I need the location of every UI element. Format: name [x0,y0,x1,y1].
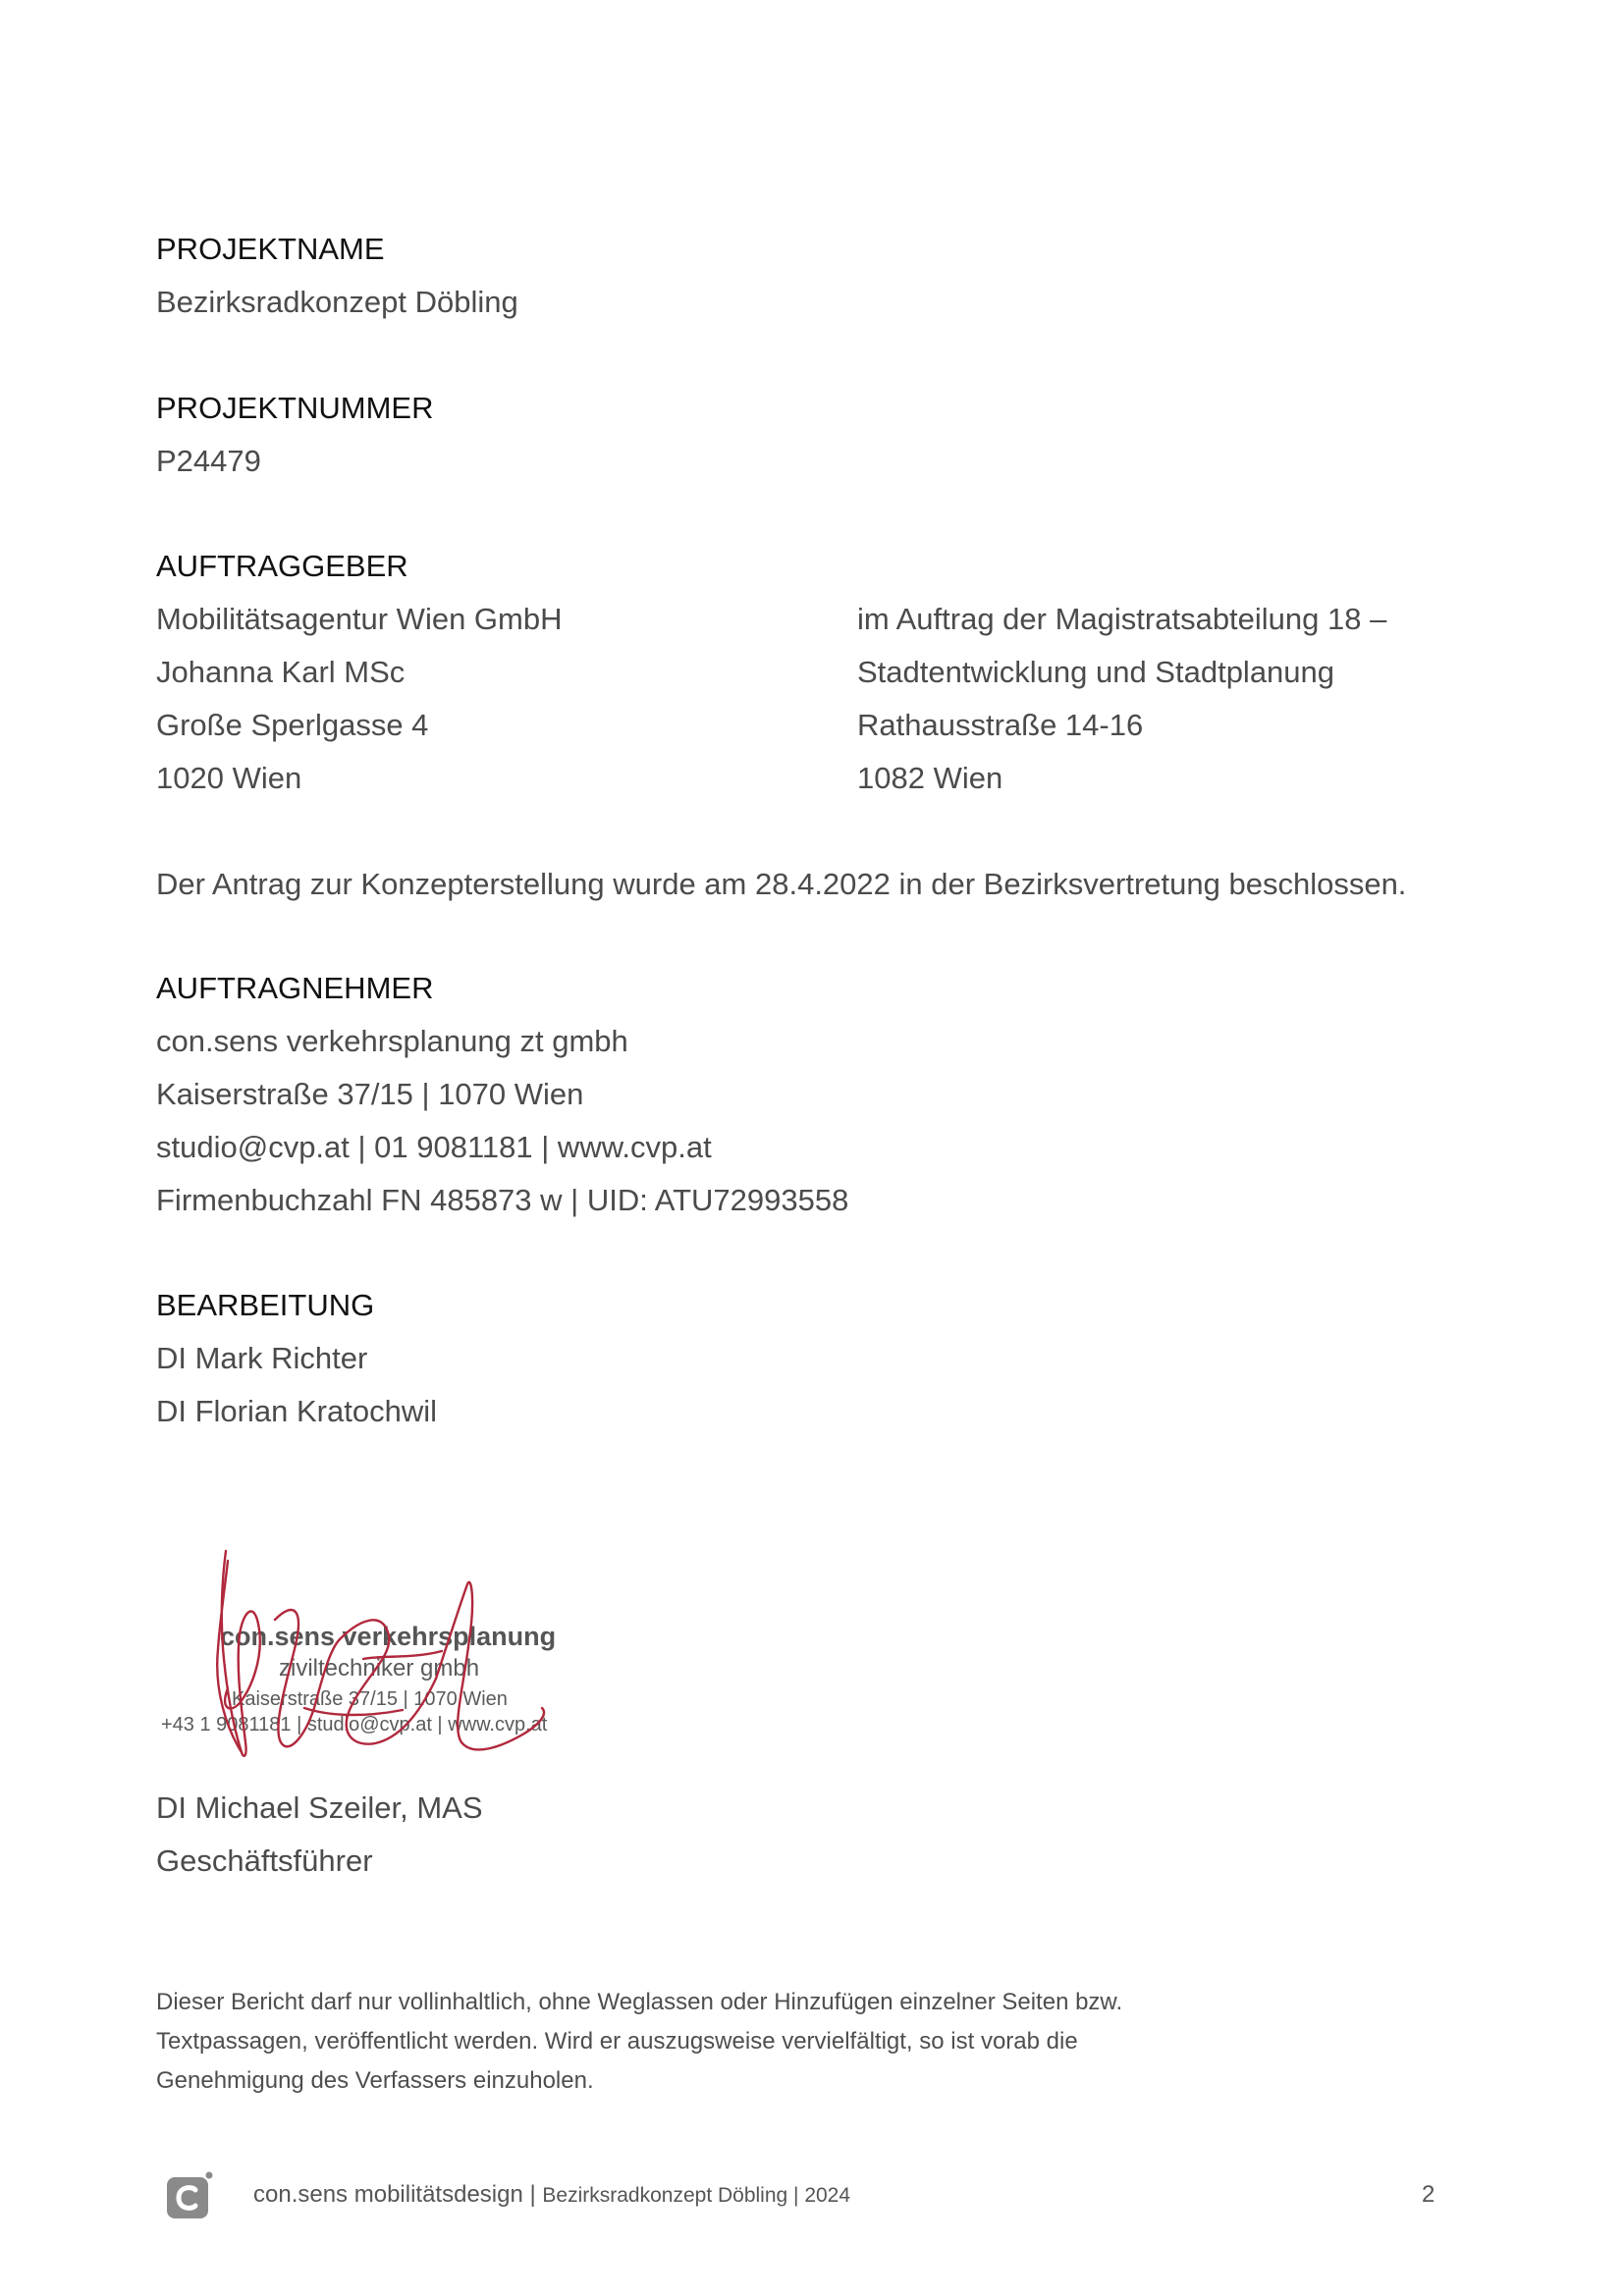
auftraggeber-left-line: 1020 Wien [156,761,302,795]
disclaimer-line: Dieser Bericht darf nur vollinhaltlich, ohne Weglassen oder Hinzufügen einzelner Seiten bzw. [156,1989,1123,2015]
auftragnehmer-label: AUFTRAGNEHMER [156,971,434,1005]
auftraggeber-right-line: 1082 Wien [857,761,1003,795]
signatory-name: DI Michael Szeiler, MAS [156,1790,483,1825]
auftragnehmer-line: Kaiserstraße 37/15 | 1070 Wien [156,1077,584,1111]
bearbeitung-line: DI Mark Richter [156,1341,368,1375]
auftraggeber-left-line: Johanna Karl MSc [156,655,406,689]
signatory-role: Geschäftsführer [156,1843,373,1878]
auftragnehmer-line: Firmenbuchzahl FN 485873 w | UID: ATU72993558 [156,1183,849,1217]
handwritten-signature [157,1541,628,1777]
projektnummer-label: PROJEKTNUMMER [156,391,434,425]
auftraggeber-right-line: Rathausstraße 14-16 [857,708,1144,742]
auftragnehmer-line: studio@cvp.at | 01 9081181 | www.cvp.at [156,1130,712,1164]
projektname-value: Bezirksradkonzept Döbling [156,285,518,319]
disclaimer-line: Genehmigung des Verfassers einzuholen. [156,2067,594,2094]
stamp-contact: +43 1 9081181 | studio@cvp.at | www.cvp.at [161,1714,548,1735]
antrag-text: Der Antrag zur Konzepterstellung wurde am 28.4.2022 in der Bezirksvertretung beschlossen. [156,867,1407,901]
bearbeitung-label: BEARBEITUNG [156,1288,375,1322]
company-stamp [157,1541,628,1777]
footer-separator: | [529,2181,536,2208]
page-number: 2 [1422,2181,1435,2208]
auftraggeber-left-line: Mobilitätsagentur Wien GmbH [156,602,563,636]
auftraggeber-right-line: im Auftrag der Magistratsabteilung 18 – [857,602,1387,636]
auftraggeber-right-line: Stadtentwicklung und Stadtplanung [857,655,1335,689]
disclaimer [156,1983,1433,2101]
consens-c-logo-icon [165,2171,214,2220]
bearbeitung-line: DI Florian Kratochwil [156,1394,437,1428]
projektname-label: PROJEKTNAME [156,232,385,266]
footer-company: con.sens mobilitätsdesign [253,2181,523,2208]
auftragnehmer-line: con.sens verkehrsplanung zt gmbh [156,1024,628,1058]
footer-text [253,2180,850,2211]
projektnummer-value: P24479 [156,444,261,478]
stamp-company-type: ziviltechniker gmbh [279,1655,480,1682]
disclaimer-line: Textpassagen, veröffentlicht werden. Wird er auszugsweise vervielfältigt, so ist vorab die [156,2028,1078,2055]
stamp-company-name: con.sens verkehrsplanung [220,1622,557,1651]
stamp-address: Kaiserstraße 37/15 | 1070 Wien [232,1688,508,1710]
auftraggeber-left-line: Große Sperlgasse 4 [156,708,429,742]
auftraggeber-label: AUFTRAGGEBER [156,549,408,583]
footer-document: Bezirksradkonzept Döbling | 2024 [542,2184,851,2207]
